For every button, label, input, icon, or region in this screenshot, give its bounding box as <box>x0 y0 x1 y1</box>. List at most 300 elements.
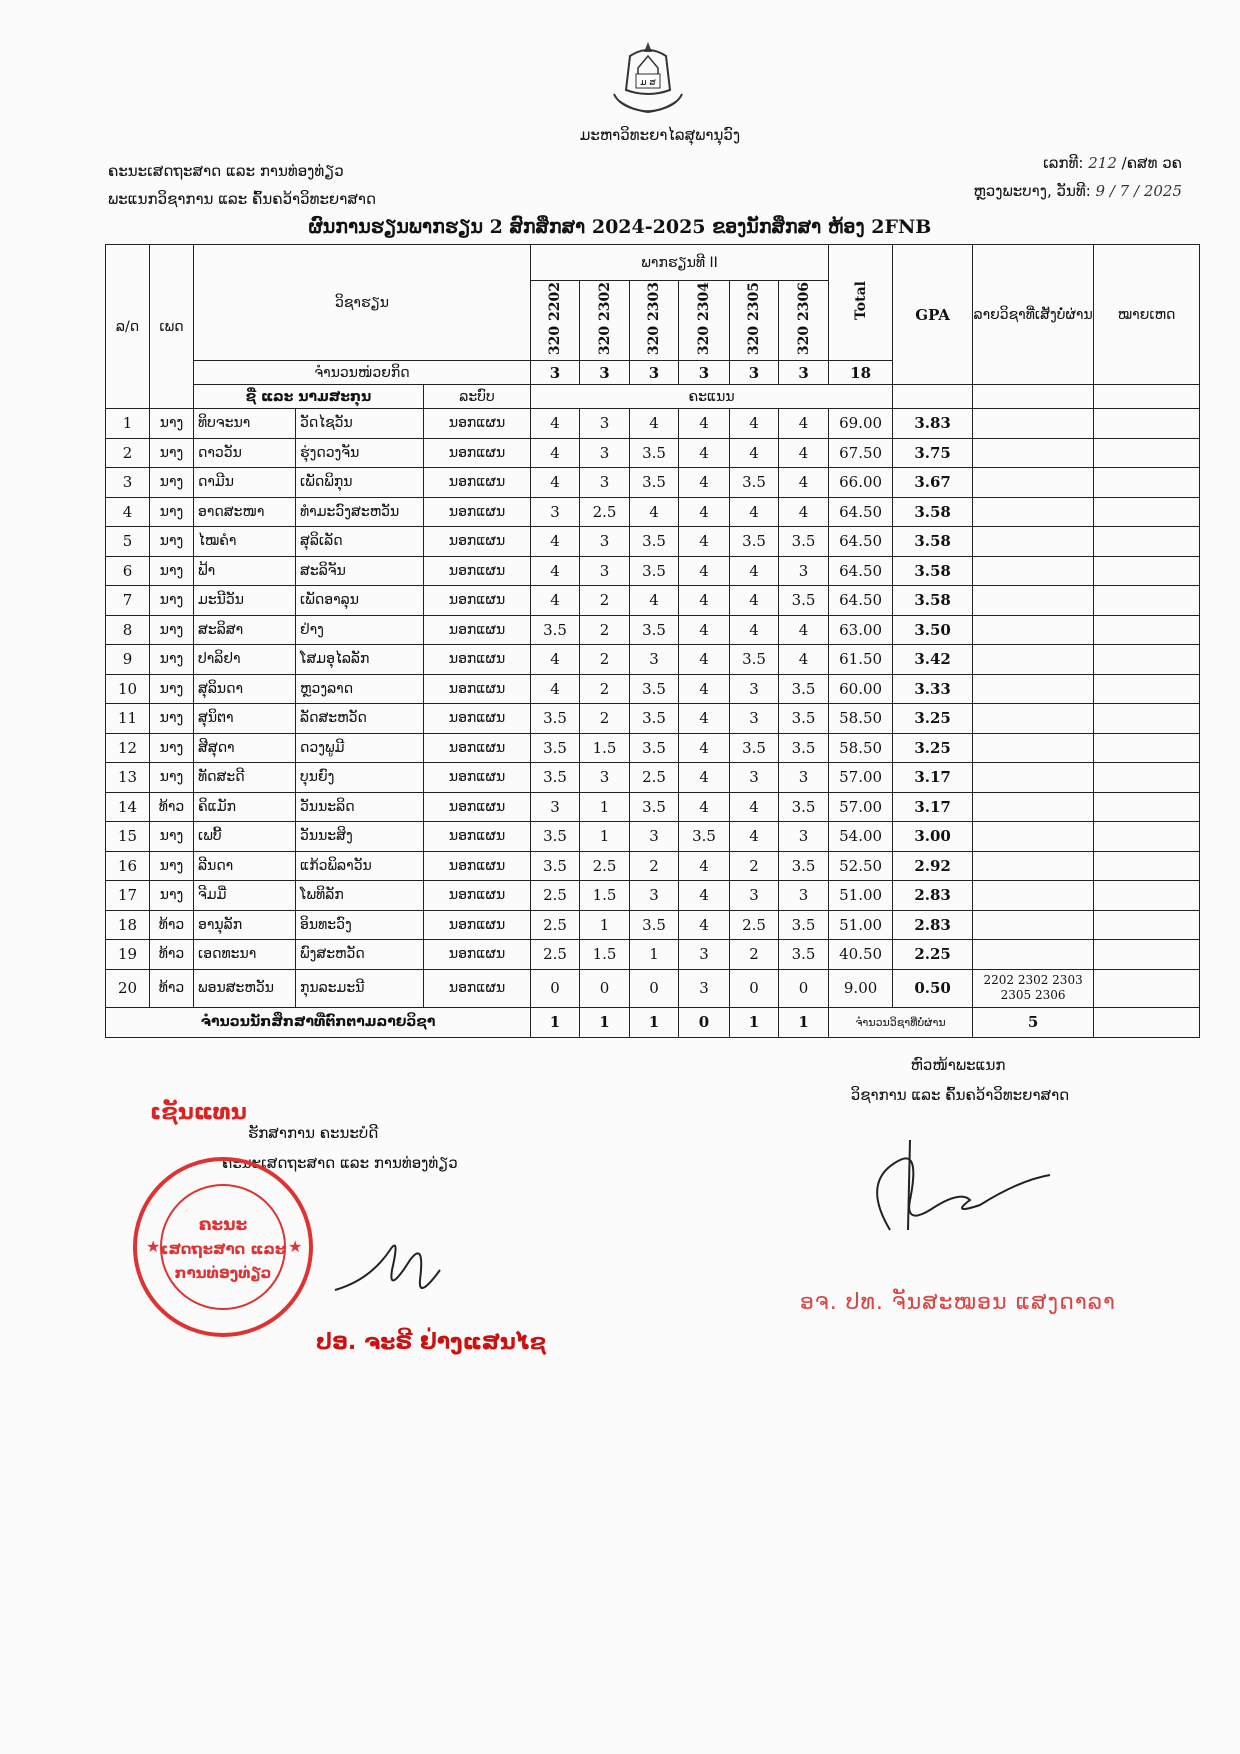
footer-count: 0 <box>679 1007 730 1037</box>
row-gender: ນາງ <box>150 615 194 645</box>
svg-text:ມ ສ: ມ ສ <box>640 78 656 88</box>
row-score: 2 <box>580 674 630 704</box>
row-score: 3 <box>730 704 779 734</box>
table-row <box>106 881 1200 911</box>
row-score: 4 <box>679 851 730 881</box>
row-gpa: 3.17 <box>893 763 973 793</box>
row-no: 20 <box>106 969 150 1007</box>
row-score: 4 <box>679 792 730 822</box>
row-plan: ນອກແຜນ <box>424 822 531 852</box>
row-score: 4 <box>679 910 730 940</box>
row-score: 3 <box>779 881 829 911</box>
row-no: 19 <box>106 940 150 970</box>
row-score: 3 <box>630 822 679 852</box>
table-row <box>106 822 1200 852</box>
row-score: 1.5 <box>580 881 630 911</box>
row-last-name: ລັດສະຫວັດ <box>296 704 424 734</box>
row-score: 0 <box>580 969 630 1007</box>
row-score: 0 <box>531 969 580 1007</box>
row-plan: ນອກແຜນ <box>424 851 531 881</box>
row-last-name: ແກ້ວພິລາວັນ <box>296 851 424 881</box>
row-gender: ນາງ <box>150 822 194 852</box>
row-last-name: ອິນທະວົງ <box>296 910 424 940</box>
row-score: 4 <box>630 497 679 527</box>
table-row <box>106 586 1200 616</box>
row-note <box>1094 527 1200 557</box>
col-failed-header: ລາຍວິຊາທີ່ເສັງບໍ່ຜ່ານ <box>973 245 1094 385</box>
row-last-name: ວັນນະສິງ <box>296 822 424 852</box>
row-gender: ນາງ <box>150 881 194 911</box>
row-score: 4 <box>531 645 580 675</box>
row-score: 4 <box>730 409 779 439</box>
row-gender: ທ້າວ <box>150 969 194 1007</box>
row-score: 3.5 <box>730 468 779 498</box>
row-note <box>1094 822 1200 852</box>
stamp-word: ເຊັນແທນ <box>150 1100 247 1125</box>
row-gender: ນາງ <box>150 556 194 586</box>
row-gpa: 2.92 <box>893 851 973 881</box>
row-plan: ນອກແຜນ <box>424 704 531 734</box>
left-signer-name: ປອ. ຈະຣີ ຢ່າງແສນໄຊ <box>316 1330 547 1355</box>
row-score: 4 <box>779 615 829 645</box>
left-signature <box>330 1220 460 1320</box>
row-note <box>1094 940 1200 970</box>
row-score: 4 <box>679 497 730 527</box>
col-gpa-header: GPA <box>893 245 973 385</box>
row-score: 4 <box>730 556 779 586</box>
empty-cell <box>1094 1007 1200 1037</box>
row-score: 3.5 <box>730 527 779 557</box>
row-score: 3 <box>679 940 730 970</box>
row-first-name: ຄິແມັກ <box>194 792 296 822</box>
row-note <box>1094 497 1200 527</box>
footer-count: 1 <box>531 1007 580 1037</box>
row-plan: ນອກແຜນ <box>424 940 531 970</box>
row-no: 5 <box>106 527 150 557</box>
student-rows <box>106 409 1200 1008</box>
row-score: 4 <box>630 586 679 616</box>
row-last-name: ບຸນຍົງ <box>296 763 424 793</box>
row-plan: ນອກແຜນ <box>424 615 531 645</box>
row-score: 3.5 <box>779 910 829 940</box>
name-label: ຊື່ ແລະ ນາມສະກຸນ <box>194 385 424 409</box>
row-score: 3.5 <box>630 527 679 557</box>
row-score: 2.5 <box>730 910 779 940</box>
row-last-name: ກຸນລະມະນີ <box>296 969 424 1007</box>
row-score: 3.5 <box>630 615 679 645</box>
row-score: 2.5 <box>630 763 679 793</box>
row-score: 4 <box>679 409 730 439</box>
table-row <box>106 733 1200 763</box>
row-total: 60.00 <box>829 674 893 704</box>
row-first-name: ພອນສະຫວັນ <box>194 969 296 1007</box>
row-first-name: ສຸລິນດາ <box>194 674 296 704</box>
row-no: 14 <box>106 792 150 822</box>
row-score: 3 <box>531 792 580 822</box>
row-score: 3 <box>580 468 630 498</box>
row-score: 3 <box>730 763 779 793</box>
row-total: 64.50 <box>829 527 893 557</box>
row-score: 3 <box>730 674 779 704</box>
row-last-name: ດວງພູມີ <box>296 733 424 763</box>
row-score: 1 <box>580 822 630 852</box>
row-no: 15 <box>106 822 150 852</box>
course-header: 320 2305 <box>730 281 779 361</box>
row-score: 3 <box>630 881 679 911</box>
row-plan: ນອກແຜນ <box>424 409 531 439</box>
row-failed <box>973 763 1094 793</box>
row-first-name: ທິບຈະນາ <box>194 409 296 439</box>
table-row <box>106 645 1200 675</box>
table-row <box>106 556 1200 586</box>
row-total: 51.00 <box>829 881 893 911</box>
row-score: 2.5 <box>580 851 630 881</box>
row-note <box>1094 674 1200 704</box>
row-score: 3.5 <box>630 556 679 586</box>
row-gender: ນາງ <box>150 409 194 439</box>
row-score: 4 <box>779 409 829 439</box>
row-gender: ນາງ <box>150 527 194 557</box>
row-score: 3.5 <box>779 733 829 763</box>
scores-label: ຄະແນນ <box>531 385 893 409</box>
row-failed <box>973 615 1094 645</box>
row-plan: ນອກແຜນ <box>424 792 531 822</box>
row-score: 4 <box>730 438 779 468</box>
row-first-name: ອານຸລັກ <box>194 910 296 940</box>
row-last-name: ພົງສະຫວັດ <box>296 940 424 970</box>
row-note <box>1094 851 1200 881</box>
table-row <box>106 438 1200 468</box>
row-score: 4 <box>531 556 580 586</box>
row-total: 58.50 <box>829 733 893 763</box>
row-last-name: ທຳມະວົງສະຫວັນ <box>296 497 424 527</box>
row-score: 3 <box>580 409 630 439</box>
row-score: 2 <box>580 704 630 734</box>
row-note <box>1094 704 1200 734</box>
row-first-name: ທັດສະດີ <box>194 763 296 793</box>
row-total: 9.00 <box>829 969 893 1007</box>
row-plan: ນອກແຜນ <box>424 881 531 911</box>
row-score: 3.5 <box>531 615 580 645</box>
row-score: 2.5 <box>531 910 580 940</box>
row-score: 4 <box>779 468 829 498</box>
row-failed <box>973 527 1094 557</box>
empty-cell <box>973 385 1094 409</box>
row-gender: ນາງ <box>150 645 194 675</box>
row-failed <box>973 851 1094 881</box>
ref-suffix: /ຄສທ ວຄ <box>1121 154 1182 172</box>
row-score: 4 <box>531 468 580 498</box>
footer-failed-value: 5 <box>973 1007 1094 1037</box>
svg-text:ການທ່ອງທ່ຽວ: ການທ່ອງທ່ຽວ <box>174 1264 272 1282</box>
row-score: 4 <box>730 615 779 645</box>
row-score: 1 <box>630 940 679 970</box>
course-header: 320 2303 <box>630 281 679 361</box>
row-note <box>1094 792 1200 822</box>
row-failed <box>973 586 1094 616</box>
date-label: ຫຼວງພະບາງ, ວັນທີ: <box>973 182 1091 200</box>
row-plan: ນອກແຜນ <box>424 556 531 586</box>
footer-count: 1 <box>779 1007 829 1037</box>
empty-cell <box>1094 385 1200 409</box>
table-row <box>106 763 1200 793</box>
row-score: 3 <box>531 497 580 527</box>
row-score: 4 <box>531 409 580 439</box>
row-plan: ນອກແຜນ <box>424 586 531 616</box>
row-total: 54.00 <box>829 822 893 852</box>
row-gender: ທ້າວ <box>150 940 194 970</box>
row-no: 11 <box>106 704 150 734</box>
row-gender: ທ້າວ <box>150 910 194 940</box>
row-gpa: 3.42 <box>893 645 973 675</box>
row-gender: ນາງ <box>150 733 194 763</box>
row-score: 4 <box>679 763 730 793</box>
row-score: 4 <box>679 733 730 763</box>
row-plan: ນອກແຜນ <box>424 527 531 557</box>
row-failed <box>973 556 1094 586</box>
row-score: 3.5 <box>630 468 679 498</box>
row-score: 3.5 <box>730 645 779 675</box>
row-no: 7 <box>106 586 150 616</box>
row-total: 57.00 <box>829 763 893 793</box>
row-score: 4 <box>679 704 730 734</box>
row-plan: ນອກແຜນ <box>424 497 531 527</box>
left-signer-role: ຮັກສາການ ຄະນະບໍດີ <box>248 1124 379 1142</box>
faculty-stamp <box>128 1152 318 1342</box>
course-header: 320 2302 <box>580 281 630 361</box>
row-first-name: ຟ້າ <box>194 556 296 586</box>
row-gpa: 3.00 <box>893 822 973 852</box>
col-gender-header: ເພດ <box>150 245 194 409</box>
reference-number <box>1043 154 1182 172</box>
university-name: ມະຫາວິທະຍາໄລສຸພານຸວົງ <box>579 126 741 144</box>
row-gender: ນາງ <box>150 438 194 468</box>
row-no: 18 <box>106 910 150 940</box>
row-total: 63.00 <box>829 615 893 645</box>
row-score: 2 <box>580 586 630 616</box>
row-gpa: 3.25 <box>893 704 973 734</box>
table-row <box>106 615 1200 645</box>
row-last-name: ຫຼວງລາດ <box>296 674 424 704</box>
row-score: 3 <box>580 556 630 586</box>
row-gender: ນາງ <box>150 586 194 616</box>
row-total: 61.50 <box>829 645 893 675</box>
row-score: 3 <box>580 527 630 557</box>
row-note <box>1094 645 1200 675</box>
row-last-name: ວັນນະລິດ <box>296 792 424 822</box>
row-gender: ນາງ <box>150 497 194 527</box>
row-total: 57.00 <box>829 792 893 822</box>
row-gpa: 3.58 <box>893 497 973 527</box>
table-row <box>106 792 1200 822</box>
document-date <box>973 182 1182 200</box>
row-gpa: 3.58 <box>893 556 973 586</box>
row-gender: ນາງ <box>150 674 194 704</box>
row-score: 3.5 <box>531 704 580 734</box>
row-score: 3.5 <box>779 527 829 557</box>
row-first-name: ມະນີວັນ <box>194 586 296 616</box>
credit-cell: 3 <box>580 361 630 385</box>
row-score: 3 <box>580 763 630 793</box>
row-last-name: ໂສມອຸໄລລັກ <box>296 645 424 675</box>
svg-text:★: ★ <box>146 1237 161 1256</box>
row-score: 4 <box>531 527 580 557</box>
row-score: 0 <box>779 969 829 1007</box>
right-signer-department: ວິຊາການ ແລະ ຄົ້ນຄວ້າວິທະຍາສາດ <box>850 1086 1070 1104</box>
row-score: 3.5 <box>779 792 829 822</box>
row-score: 3.5 <box>630 733 679 763</box>
row-score: 4 <box>679 615 730 645</box>
row-gpa: 3.75 <box>893 438 973 468</box>
row-last-name: ວັດໄຊວັນ <box>296 409 424 439</box>
footer-label: ຈຳນວນນັກສຶກສາທີ່ຕົກຕາມລາຍວິຊາ <box>106 1007 531 1037</box>
row-score: 3.5 <box>531 822 580 852</box>
credit-cell: 3 <box>630 361 679 385</box>
row-score: 4 <box>679 586 730 616</box>
table-row <box>106 674 1200 704</box>
row-score: 4 <box>730 497 779 527</box>
row-score: 2 <box>580 645 630 675</box>
row-score: 4 <box>531 438 580 468</box>
row-score: 4 <box>679 527 730 557</box>
row-failed <box>973 881 1094 911</box>
row-gpa: 3.17 <box>893 792 973 822</box>
row-score: 3.5 <box>779 940 829 970</box>
row-score: 3.5 <box>730 733 779 763</box>
credit-cell: 3 <box>531 361 580 385</box>
row-score: 3.5 <box>531 851 580 881</box>
row-score: 3.5 <box>779 704 829 734</box>
row-score: 3 <box>730 881 779 911</box>
row-plan: ນອກແຜນ <box>424 910 531 940</box>
row-failed <box>973 910 1094 940</box>
row-last-name: ເພັດພິກຸນ <box>296 468 424 498</box>
row-note <box>1094 409 1200 439</box>
row-score: 4 <box>531 586 580 616</box>
course-header: 320 2304 <box>679 281 730 361</box>
row-first-name: ລີນດາ <box>194 851 296 881</box>
row-score: 3 <box>779 822 829 852</box>
row-failed <box>973 674 1094 704</box>
row-total: 64.50 <box>829 497 893 527</box>
row-score: 3.5 <box>779 586 829 616</box>
empty-cell <box>893 385 973 409</box>
row-score: 3.5 <box>630 704 679 734</box>
row-score: 4 <box>630 409 679 439</box>
row-no: 8 <box>106 615 150 645</box>
col-total-header: Total <box>829 245 893 361</box>
row-total: 52.50 <box>829 851 893 881</box>
credit-cell: 3 <box>679 361 730 385</box>
row-first-name: ອາດສະໜາ <box>194 497 296 527</box>
row-note <box>1094 881 1200 911</box>
row-first-name: ເອດທະນາ <box>194 940 296 970</box>
row-score: 2.5 <box>531 881 580 911</box>
row-note <box>1094 586 1200 616</box>
row-last-name: ເພັດອາລຸນ <box>296 586 424 616</box>
row-gpa: 3.50 <box>893 615 973 645</box>
row-last-name: ຮຸ່ງດວງຈັນ <box>296 438 424 468</box>
row-score: 3.5 <box>630 910 679 940</box>
right-signer-role: ຫົວໜ້າພະແນກ <box>910 1056 1006 1074</box>
row-total: 69.00 <box>829 409 893 439</box>
row-score: 1.5 <box>580 940 630 970</box>
row-plan: ນອກແຜນ <box>424 645 531 675</box>
footer-count: 1 <box>580 1007 630 1037</box>
credits-total: 18 <box>829 361 893 385</box>
table-row <box>106 497 1200 527</box>
row-first-name: ສະລິສາ <box>194 615 296 645</box>
row-failed <box>973 733 1094 763</box>
row-gpa: 2.83 <box>893 910 973 940</box>
row-no: 10 <box>106 674 150 704</box>
course-header: 320 2306 <box>779 281 829 361</box>
row-note <box>1094 910 1200 940</box>
col-subject-header: ວິຊາຮຽນ <box>194 245 531 361</box>
row-gpa: 3.58 <box>893 527 973 557</box>
row-failed <box>973 704 1094 734</box>
svg-text:ຄະນະ: ຄະນະ <box>198 1215 248 1235</box>
row-score: 3.5 <box>779 851 829 881</box>
row-gpa: 0.50 <box>893 969 973 1007</box>
footer-failed-label: ຈຳນວນວິຊາທີ່ບໍ່ຜ່ານ <box>829 1007 973 1037</box>
row-score: 4 <box>679 881 730 911</box>
row-note <box>1094 969 1200 1007</box>
row-score: 2 <box>580 615 630 645</box>
department-name: ພະແນກວິຊາການ ແລະ ຄົ້ນຄວ້າວິທະຍາສາດ <box>108 190 377 208</box>
row-first-name: ເພບີ້ <box>194 822 296 852</box>
row-failed <box>973 940 1094 970</box>
row-last-name: ໂພທິລັກ <box>296 881 424 911</box>
credits-label: ຈຳນວນໜ່ວຍກິດ <box>194 361 531 385</box>
row-score: 4 <box>730 822 779 852</box>
row-first-name: ຈີມມີ່ <box>194 881 296 911</box>
row-note <box>1094 438 1200 468</box>
row-note <box>1094 763 1200 793</box>
row-note <box>1094 733 1200 763</box>
row-no: 16 <box>106 851 150 881</box>
row-no: 4 <box>106 497 150 527</box>
row-score: 3 <box>779 763 829 793</box>
row-score: 4 <box>779 438 829 468</box>
row-score: 4 <box>679 438 730 468</box>
university-emblem-icon <box>608 38 688 124</box>
row-plan: ນອກແຜນ <box>424 733 531 763</box>
table-row <box>106 969 1200 1007</box>
left-signer-faculty: ຄະນະເສດຖະສາດ ແລະ ການທ່ອງທ່ຽວ <box>222 1154 458 1172</box>
row-total: 51.00 <box>829 910 893 940</box>
svg-text:★: ★ <box>288 1237 303 1256</box>
row-score: 2 <box>630 851 679 881</box>
row-no: 12 <box>106 733 150 763</box>
row-failed: 2202 2302 2303 2305 2306 <box>973 969 1094 1007</box>
row-score: 4 <box>779 497 829 527</box>
plan-label: ລະບົບ <box>424 385 531 409</box>
row-no: 17 <box>106 881 150 911</box>
row-failed <box>973 792 1094 822</box>
row-score: 4 <box>679 674 730 704</box>
row-first-name: ສີສຸດາ <box>194 733 296 763</box>
row-score: 4 <box>779 645 829 675</box>
row-plan: ນອກແຜນ <box>424 674 531 704</box>
row-gender: ນາງ <box>150 763 194 793</box>
row-first-name: ໄໝຄຳ <box>194 527 296 557</box>
row-gpa: 2.25 <box>893 940 973 970</box>
row-no: 1 <box>106 409 150 439</box>
credit-cell: 3 <box>779 361 829 385</box>
row-total: 40.50 <box>829 940 893 970</box>
table-row <box>106 940 1200 970</box>
